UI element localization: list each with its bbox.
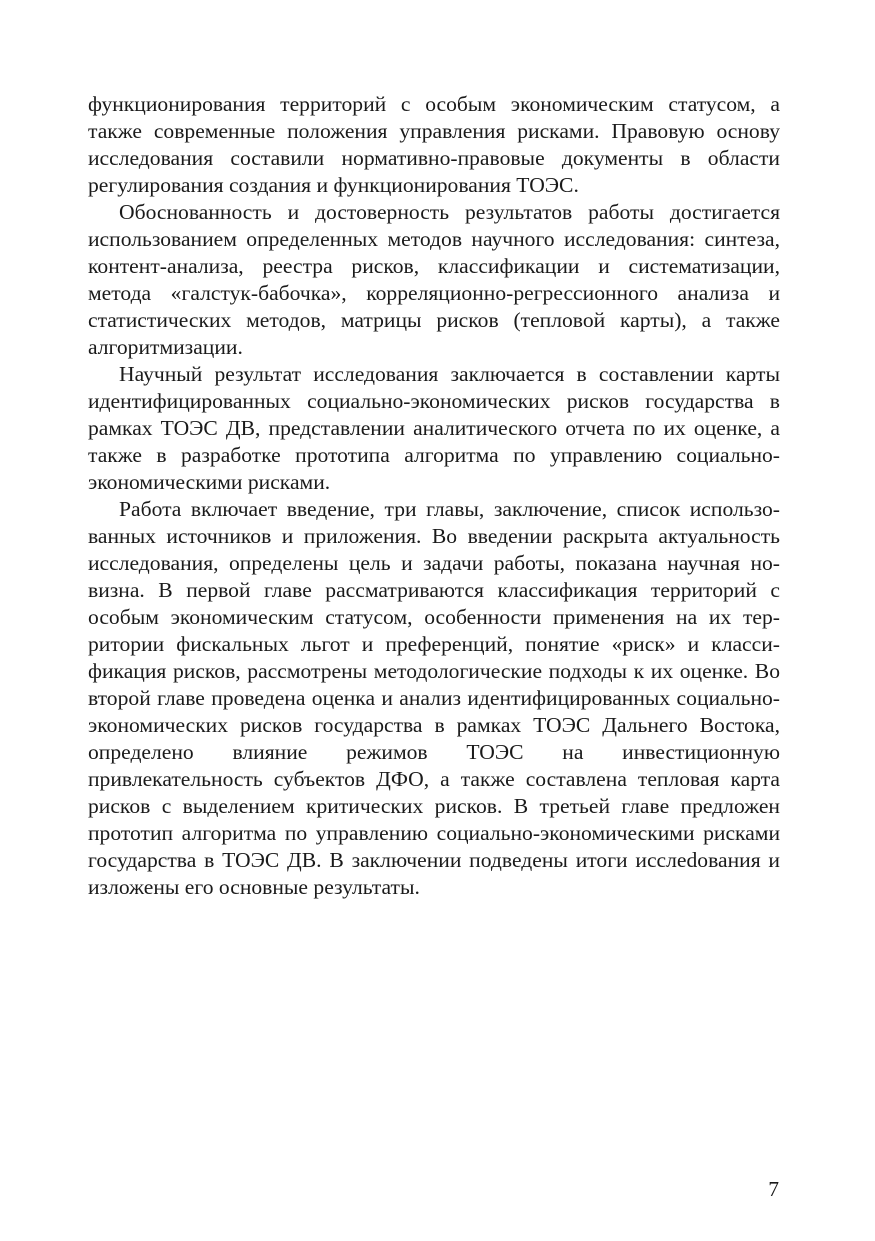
paragraph-2: Обоснованность и достоверность результатов работы достигается использованием определенных методов научного исследования: синтеза, контент-анализа, реестра рисков, классификации и систематизации, метода «галстук-бабочка», корреляционно-регрессионного анализа и статистических методов, матрицы рисков (тепловой карты), а также алгоритмизации. [88, 200, 780, 359]
paragraph-4: Работа включает введение, три главы, заключение, список использованных источников и приложения. Во введении раскрыта актуальность исследования, определены цель и задачи работы, показана научная новизна. В первой главе рассматриваются классификация территорий с особым экономическим статусом, особенности применения на их территории фискальных льгот и преференций, понятие «риск» и классификация рисков, рассмотрены методологические подходы к их оценке. Во второй главе проведена оценка и анализ идентифицированных социально-экономических рисков государства в рамках ТОЭС Дальнего Востока, определено влияние режимов ТОЭС на инвестиционную привлекательность субъектов ДФО, а также составлена тепловая карта рисков с выделением критических рисков. В третьей главе предложен прототип алгоритма по управлению социально-экономическими рисками государства в ТОЭС ДВ. В заключении подведены итоги исслеdования и изложены его основные результаты. [88, 497, 780, 899]
paragraph-1: функционирования территорий с особым экономическим статусом, а также современные положения управления рисками. Правовую основу исследования составили нормативно-правовые документы в области регулирования создания и функционирования ТОЭС. [88, 92, 780, 197]
page-number: 7 [768, 1177, 779, 1201]
page-body [88, 91, 780, 901]
paragraph-3: Научный результат исследования заключается в составлении карты идентифицированных социально-экономических рисков государства в рамках ТОЭС ДВ, представлении аналитического отчета по их оценке, а также в разработке прототипа алгоритма по управлению социально-экономическими рисками. [88, 362, 780, 494]
